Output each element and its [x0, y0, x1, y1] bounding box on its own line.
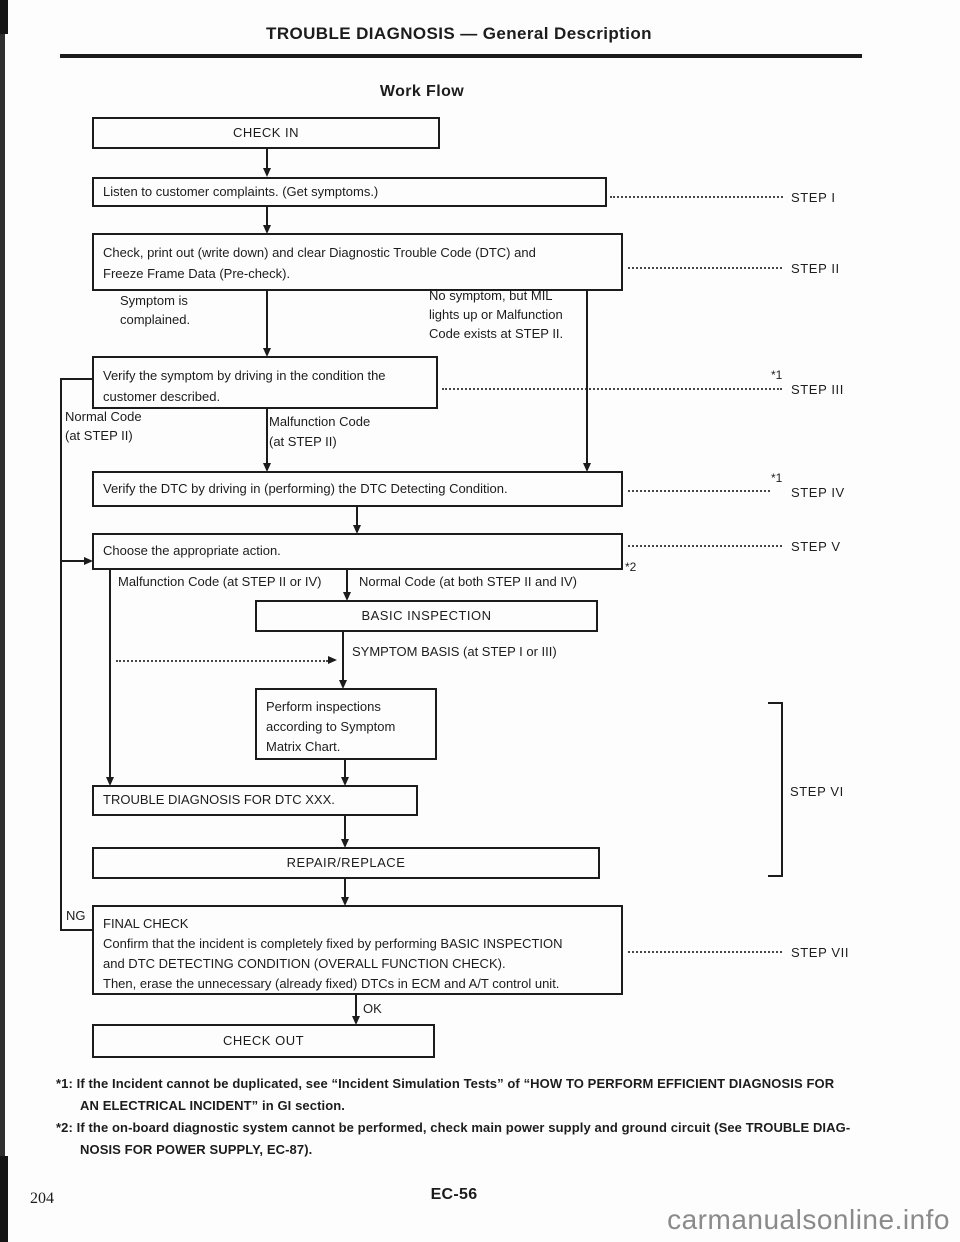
symptom-basis-label: SYMPTOM BASIS (at STEP I or III) — [352, 644, 557, 659]
connector-trouble-repair — [344, 816, 346, 840]
footnote-1-line-1: *1: If the Incident cannot be duplicated, see “Incident Simulation Tests” of “HOW TO PERFORM EFFICIENT DIAGNOSIS FOR — [56, 1076, 835, 1091]
listen-complaints-box — [92, 177, 607, 207]
symptom-basis-dotted-connector — [116, 660, 328, 662]
malfunction-code-line-2: (at STEP II) — [269, 434, 337, 449]
step-vi-bracket-vertical — [781, 702, 783, 877]
no-symptom-line-2: lights up or Malfunction — [429, 307, 563, 322]
basic-inspection-label: BASIC INSPECTION — [361, 607, 492, 623]
no-symptom-label — [429, 286, 563, 343]
precheck-box — [92, 233, 623, 291]
malfunction-code-step2-label — [269, 412, 370, 452]
normal-code-line-2: (at STEP II) — [65, 428, 133, 443]
page-number: 204 — [30, 1190, 54, 1207]
choose-action-box — [92, 533, 623, 570]
final-check-line-3: and DTC DETECTING CONDITION (OVERALL FUNCTION CHECK). — [103, 956, 506, 971]
arrowhead-trouble — [341, 777, 349, 786]
perform-inspections-box — [255, 688, 437, 760]
symptom-complained-line-2: complained. — [120, 312, 191, 327]
final-check-box — [92, 905, 623, 995]
arrowhead-perform — [339, 680, 347, 689]
arrowhead-repair — [341, 839, 349, 848]
final-check-line-1: FINAL CHECK — [103, 916, 189, 931]
step-iv-label: STEP IV — [791, 485, 845, 500]
malfunction-row-branch-line — [109, 570, 111, 778]
page-code: EC-56 — [430, 1186, 478, 1203]
ng-stub — [60, 929, 92, 931]
connector-final-checkout — [355, 995, 357, 1017]
trouble-diagnosis-box — [92, 785, 418, 816]
step-iii-label: STEP III — [791, 382, 844, 397]
final-check-line-4: Then, erase the unnecessary (already fixed) DTCs in ECM and A/T control unit. — [103, 976, 560, 991]
check-in-box — [92, 117, 440, 149]
arrowhead-final-check — [341, 897, 349, 906]
choose-action-label: Choose the appropriate action. — [103, 543, 281, 559]
connector-basic-perform — [342, 632, 344, 681]
leader-step-vii — [628, 951, 782, 953]
normal-code-step2-label — [65, 407, 142, 445]
perform-line-3: Matrix Chart. — [266, 739, 341, 754]
watermark: carmanualsonline.info — [667, 1204, 950, 1235]
check-in-label: CHECK IN — [232, 124, 300, 140]
leader-step-v — [628, 545, 782, 547]
leader-step-i — [610, 196, 783, 198]
footnote-2-line-1: *2: If the on-board diagnostic system cannot be performed, check main power supply and ground circuit (See TROUBLE DIAG- — [56, 1120, 851, 1135]
final-check-line-2: Confirm that the incident is completely fixed by performing BASIC INSPECTION — [103, 936, 563, 951]
ok-label: OK — [363, 1001, 382, 1016]
connector-no-symptom-branch — [586, 291, 588, 464]
precheck-line-1: Check, print out (write down) and clear Diagnostic Trouble Code (DTC) and — [103, 245, 536, 260]
check-out-label: CHECK OUT — [222, 1032, 305, 1048]
malfunction-code-line-1: Malfunction Code — [269, 414, 371, 429]
step-vi-bracket-bottom — [768, 875, 783, 877]
connector-symptom-branch — [266, 291, 268, 349]
malfunction-code-row-label: Malfunction Code (at STEP II or IV) — [118, 574, 322, 589]
footnote-ref-1-step3: *1 — [771, 368, 783, 382]
loop-into-choose-line — [60, 560, 85, 562]
arrowhead-basic-inspection — [343, 592, 351, 601]
step-v-label: STEP V — [791, 539, 841, 554]
leader-step-iv — [628, 490, 770, 492]
arrowhead-symptom-basis — [328, 656, 337, 664]
ng-label: NG — [66, 908, 86, 923]
step-i-label: STEP I — [791, 190, 836, 205]
verify-symptom-line-2: customer described. — [103, 389, 221, 404]
arrowhead-verify-symptom — [263, 348, 271, 357]
footnote-2-line-2: NOSIS FOR POWER SUPPLY, EC-87). — [80, 1142, 313, 1157]
check-out-box — [92, 1024, 435, 1058]
perform-line-2: according to Symptom — [266, 719, 396, 734]
page-title: TROUBLE DIAGNOSIS — General Description — [266, 24, 652, 43]
title-rule — [60, 54, 862, 58]
listen-complaints-label: Listen to customer complaints. (Get symptoms.) — [103, 183, 379, 199]
arrowhead-check-out — [352, 1016, 360, 1025]
arrowhead-verify-dtc-left — [263, 463, 271, 472]
verify-dtc-label: Verify the DTC by driving in (performing) the DTC Detecting Condition. — [103, 480, 508, 496]
leader-step-ii — [628, 267, 782, 269]
arrowhead-precheck — [263, 225, 271, 234]
perform-line-1: Perform inspections — [266, 699, 381, 714]
verify-symptom-box — [92, 356, 438, 409]
footnote-1-line-2: AN ELECTRICAL INCIDENT” in GI section. — [80, 1098, 346, 1113]
connector-malfunction-code-branch — [266, 409, 268, 464]
normal-row-branch-line — [346, 570, 348, 593]
connector-listen-precheck — [266, 207, 268, 226]
normal-code-ng-loop-line — [60, 378, 62, 931]
verify-symptom-line-1: Verify the symptom by driving in the condition the — [103, 368, 386, 383]
symptom-complained-label — [120, 291, 190, 329]
normal-code-line-1: Normal Code — [65, 409, 142, 424]
repair-replace-box — [92, 847, 600, 879]
step-ii-label: STEP II — [791, 261, 840, 276]
verify-dtc-box — [92, 471, 623, 507]
connector-checkin-listen — [266, 149, 268, 170]
connector-dtc-choose — [356, 507, 358, 526]
step-vii-label: STEP VII — [791, 945, 850, 960]
step-vi-label: STEP VI — [790, 784, 844, 799]
precheck-line-2: Freeze Frame Data (Pre-check). — [103, 266, 291, 281]
trouble-diagnosis-label: TROUBLE DIAGNOSIS FOR DTC XXX. — [103, 792, 335, 808]
normal-code-stub — [60, 378, 92, 380]
arrowhead-choose — [353, 525, 361, 534]
footnote-ref-2-step5: *2 — [625, 560, 637, 574]
footnote-ref-1-step4: *1 — [771, 471, 783, 485]
arrowhead-trouble-left — [106, 777, 114, 786]
normal-code-row-label: Normal Code (at both STEP II and IV) — [359, 574, 577, 589]
arrowhead-listen — [263, 168, 271, 177]
arrowhead-loop-choose — [84, 557, 93, 565]
symptom-complained-line-1: Symptom is — [120, 293, 188, 308]
leader-step-iii — [442, 388, 782, 390]
step-vi-bracket-top — [768, 702, 783, 704]
connector-perform-trouble — [344, 760, 346, 778]
repair-replace-label: REPAIR/REPLACE — [286, 854, 406, 870]
scan-artifact-left-edge — [0, 0, 5, 1242]
no-symptom-line-1: No symptom, but MIL — [429, 288, 553, 303]
basic-inspection-box — [255, 600, 598, 632]
arrowhead-verify-dtc-right — [583, 463, 591, 472]
connector-repair-final — [344, 879, 346, 898]
no-symptom-line-3: Code exists at STEP II. — [429, 326, 564, 341]
diagram-title: Work Flow — [379, 83, 465, 100]
